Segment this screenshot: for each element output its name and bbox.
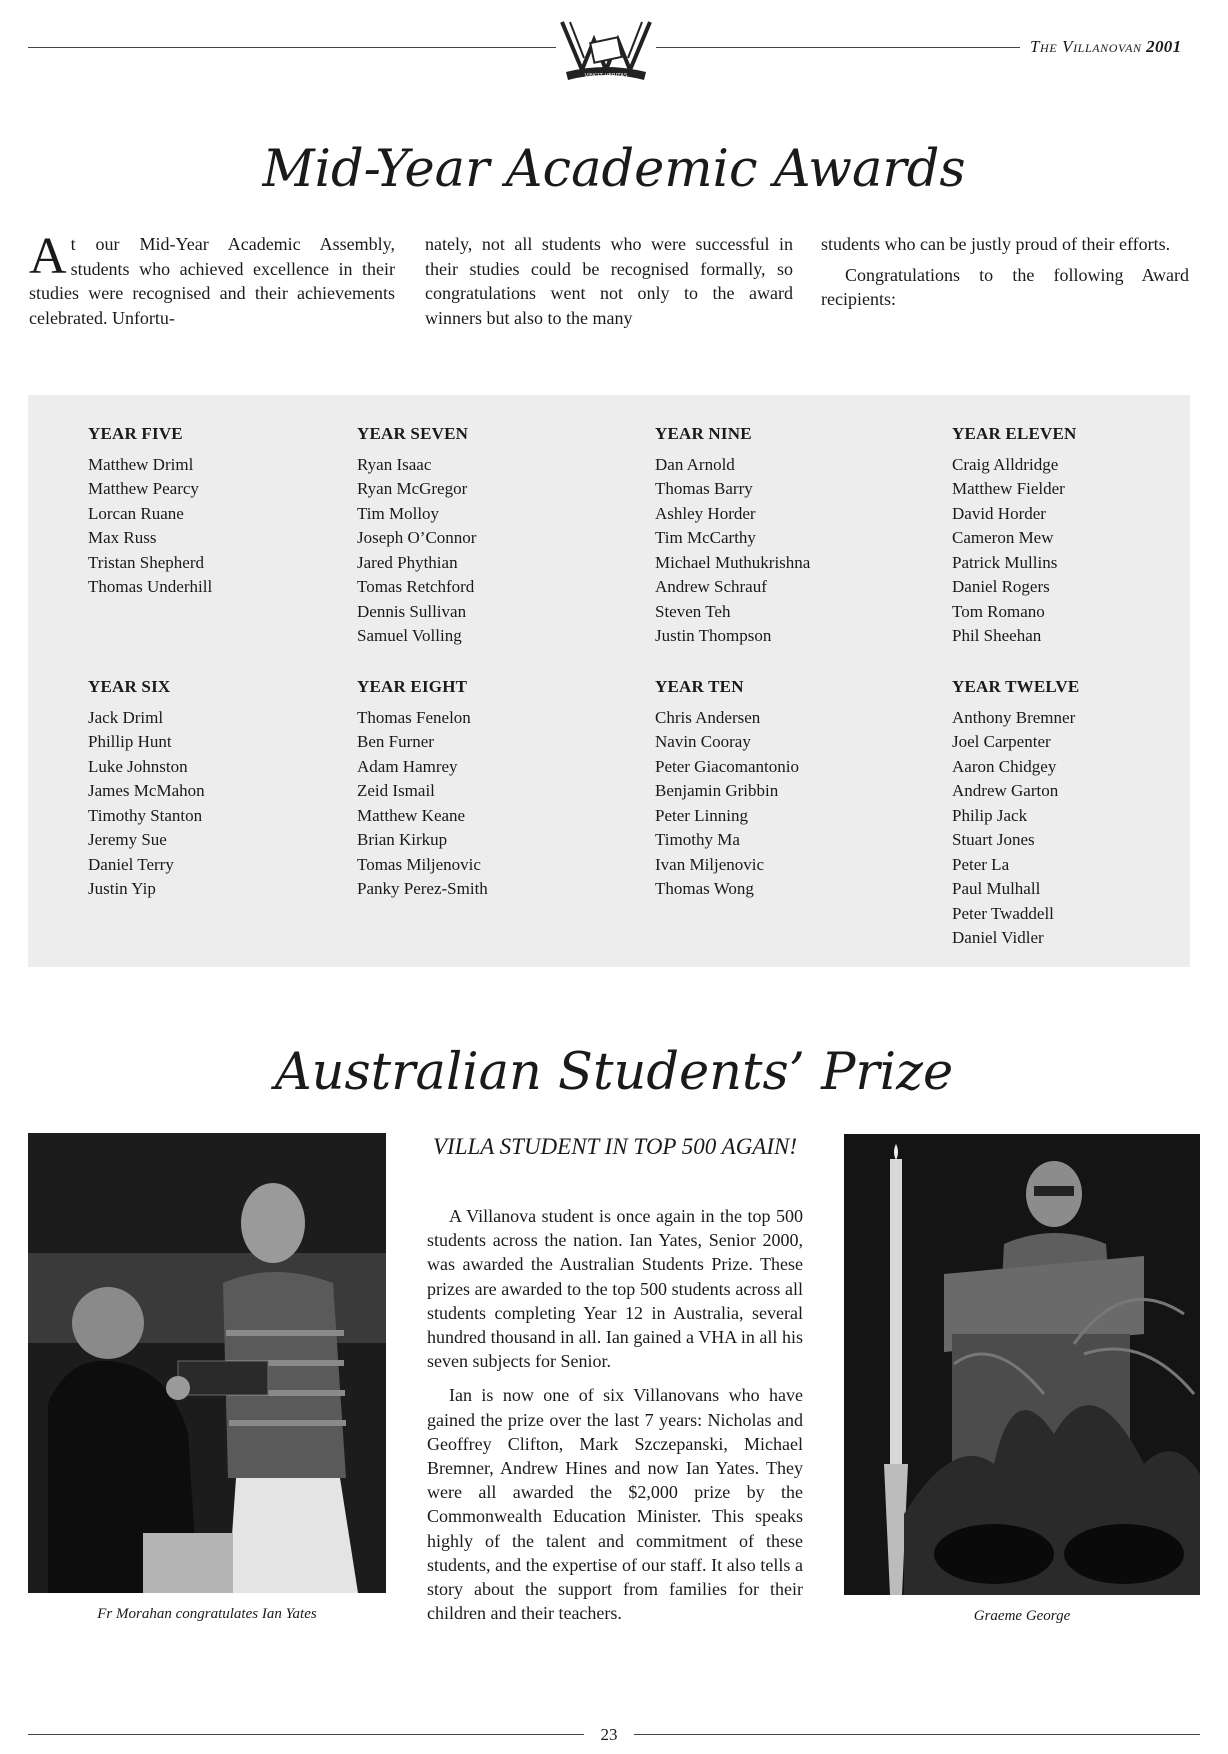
award-group-year-eight bbox=[357, 675, 488, 902]
intro-text-1: t our Mid-Year Academic Assembly, students who achieved excellence in their studies were recognised and their achievements celebrated. Unfortu- bbox=[29, 234, 395, 328]
recipient: Ashley Horder bbox=[655, 503, 756, 523]
prize-title: Australian Students’ Prize bbox=[274, 1043, 954, 1102]
group-heading: YEAR EIGHT bbox=[357, 677, 468, 696]
group-heading: YEAR NINE bbox=[655, 424, 752, 443]
award-group-year-twelve bbox=[952, 675, 1079, 951]
recipient: Jeremy Sue bbox=[88, 830, 167, 849]
article-headline: VILLA STUDENT IN TOP 500 AGAIN! bbox=[432, 1134, 798, 1159]
recipient: Ivan Miljenovic bbox=[655, 854, 765, 874]
recipient: Matthew Driml bbox=[88, 454, 194, 474]
recipient: Ben Furner bbox=[357, 732, 434, 751]
recipient: Stuart Jones bbox=[952, 830, 1035, 849]
recipient: Thomas Barry bbox=[655, 479, 753, 498]
recipient: Matthew Fielder bbox=[952, 479, 1065, 498]
recipient: Tim McCarthy bbox=[655, 528, 756, 547]
group-heading: YEAR TEN bbox=[655, 677, 744, 696]
recipient: Thomas Wong bbox=[655, 879, 754, 898]
footer-rule-right bbox=[634, 1734, 1200, 1735]
recipient: Thomas Fenelon bbox=[357, 707, 471, 727]
recipient: Tomas Miljenovic bbox=[357, 854, 481, 874]
recipient: Aaron Chidgey bbox=[952, 756, 1057, 776]
article-paragraph: Ian is now one of six Villanovans who have gained the prize over the last 7 years: Nicholas and Geoffrey Clifton, Mark Szczepanski, Michael Bremner, Andrew Hines and now Ian Yates. They were all awarded the $2,000 prize by the Commonwealth Education Minister. This speaks highly of the talent and commitment of these students, and the expertise of our staff. It also tells a story about the support from families for their children and their teachers. bbox=[427, 1385, 803, 1624]
running-head-title: The Villanovan bbox=[1030, 37, 1142, 56]
intro-column-2 bbox=[425, 232, 793, 330]
recipient: Zeid Ismail bbox=[357, 781, 435, 800]
photo-speaker-lectern bbox=[844, 1134, 1200, 1595]
recipient: Phillip Hunt bbox=[88, 732, 172, 751]
recipient: David Horder bbox=[952, 503, 1046, 523]
recipient: Philip Jack bbox=[952, 805, 1028, 825]
recipient: Matthew Keane bbox=[357, 805, 466, 825]
recipient: Andrew Garton bbox=[952, 781, 1059, 800]
recipient: Ryan Isaac bbox=[357, 454, 432, 474]
recipient: Joel Carpenter bbox=[952, 732, 1051, 751]
recipient: Phil Sheehan bbox=[952, 626, 1042, 645]
recipient: Dan Arnold bbox=[655, 454, 735, 474]
recipient: Timothy Stanton bbox=[88, 805, 203, 825]
caption-right: Graeme George bbox=[973, 1608, 1071, 1624]
recipient: Adam Hamrey bbox=[357, 756, 458, 776]
recipient: Matthew Pearcy bbox=[88, 479, 199, 498]
award-group-year-eleven bbox=[952, 422, 1077, 649]
intro-text-3: students who can be justly proud of their efforts. bbox=[821, 234, 1171, 254]
recipient: Paul Mulhall bbox=[952, 879, 1041, 898]
group-heading: YEAR TWELVE bbox=[952, 677, 1080, 696]
awards-title: Mid-Year Academic Awards bbox=[262, 140, 966, 199]
recipient: Patrick Mullins bbox=[952, 552, 1058, 572]
recipient: Craig Alldridge bbox=[952, 454, 1059, 474]
article-paragraph: A Villanova student is once again in the top 500 students across the nation. Ian Yates, Senior 2000, was awarded the Australian Students Prize. These prizes are awarded to the top 500 students across all students completing Year 12 in Australia, several hundred thousand in all. Ian gained a VHA in all his seven subjects for Senior. bbox=[427, 1206, 803, 1372]
group-heading: YEAR FIVE bbox=[88, 424, 183, 443]
recipient: Luke Johnston bbox=[88, 756, 188, 776]
running-head-year: 2001 bbox=[1146, 37, 1182, 56]
recipient: Daniel Terry bbox=[88, 854, 174, 874]
recipient: Daniel Rogers bbox=[952, 577, 1050, 596]
recipient: Thomas Underhill bbox=[88, 577, 213, 596]
photo-award-presentation bbox=[28, 1133, 386, 1593]
recipient: James McMahon bbox=[88, 781, 205, 800]
header-rule-left bbox=[28, 47, 556, 48]
recipient: Tomas Retchford bbox=[357, 577, 475, 596]
group-heading: YEAR ELEVEN bbox=[952, 424, 1077, 443]
recipient: Justin Yip bbox=[88, 879, 156, 898]
award-group-year-six bbox=[88, 675, 205, 902]
crest-motto-text: VINCIT VERITAS bbox=[584, 73, 628, 79]
article-body bbox=[427, 1204, 803, 1635]
running-head bbox=[1030, 37, 1181, 57]
recipient: Andrew Schrauf bbox=[655, 577, 767, 596]
recipient: Michael Muthukrishna bbox=[655, 552, 811, 572]
intro-text-2: nately, not all students who were successful in their studies could be recognised formally, so congratulations went not only to the award winners but also to the many bbox=[425, 234, 793, 328]
recipient: Chris Andersen bbox=[655, 707, 761, 727]
award-group-year-five bbox=[88, 422, 212, 600]
header-rule-right bbox=[656, 47, 1020, 48]
recipient: Anthony Bremner bbox=[952, 707, 1076, 727]
recipient: Tim Molloy bbox=[357, 503, 440, 523]
recipient: Brian Kirkup bbox=[357, 830, 448, 849]
recipient: Peter Giacomantonio bbox=[655, 756, 799, 776]
recipient: Lorcan Ruane bbox=[88, 503, 184, 523]
recipient: Joseph O’Connor bbox=[357, 528, 477, 547]
recipient: Peter La bbox=[952, 854, 1010, 874]
award-group-year-nine bbox=[655, 422, 810, 649]
drop-cap: A bbox=[29, 228, 67, 285]
recipient: Benjamin Gribbin bbox=[655, 781, 779, 800]
group-heading: YEAR SEVEN bbox=[357, 424, 469, 443]
recipient: Samuel Volling bbox=[357, 626, 462, 645]
recipient: Navin Cooray bbox=[655, 732, 751, 751]
award-group-year-seven bbox=[357, 422, 476, 649]
recipient: Tom Romano bbox=[952, 601, 1045, 621]
recipient: Justin Thompson bbox=[655, 626, 772, 645]
intro-text-4: Congratulations to the following Award recipients: bbox=[821, 264, 1189, 309]
recipient: Timothy Ma bbox=[655, 830, 740, 849]
page-number: 23 bbox=[600, 1725, 618, 1744]
recipient: Jared Phythian bbox=[357, 552, 458, 572]
award-group-year-ten bbox=[655, 675, 799, 902]
recipient: Steven Teh bbox=[655, 601, 731, 621]
intro-column-3 bbox=[821, 232, 1189, 312]
footer-rule-left bbox=[28, 1734, 584, 1735]
recipient: Max Russ bbox=[88, 528, 157, 547]
recipient: Peter Twaddell bbox=[952, 903, 1054, 923]
recipient: Daniel Vidler bbox=[952, 928, 1044, 947]
recipient: Ryan McGregor bbox=[357, 479, 468, 498]
caption-left: Fr Morahan congratulates Ian Yates bbox=[97, 1606, 317, 1622]
recipient: Dennis Sullivan bbox=[357, 601, 467, 621]
recipient: Jack Driml bbox=[88, 707, 164, 727]
school-crest-logo bbox=[556, 18, 656, 82]
recipient: Panky Perez-Smith bbox=[357, 879, 488, 898]
recipient: Tristan Shepherd bbox=[88, 552, 205, 572]
intro-column-1 bbox=[29, 228, 395, 330]
group-heading: YEAR SIX bbox=[88, 677, 171, 696]
recipient: Cameron Mew bbox=[952, 528, 1054, 547]
recipient: Peter Linning bbox=[655, 805, 749, 825]
